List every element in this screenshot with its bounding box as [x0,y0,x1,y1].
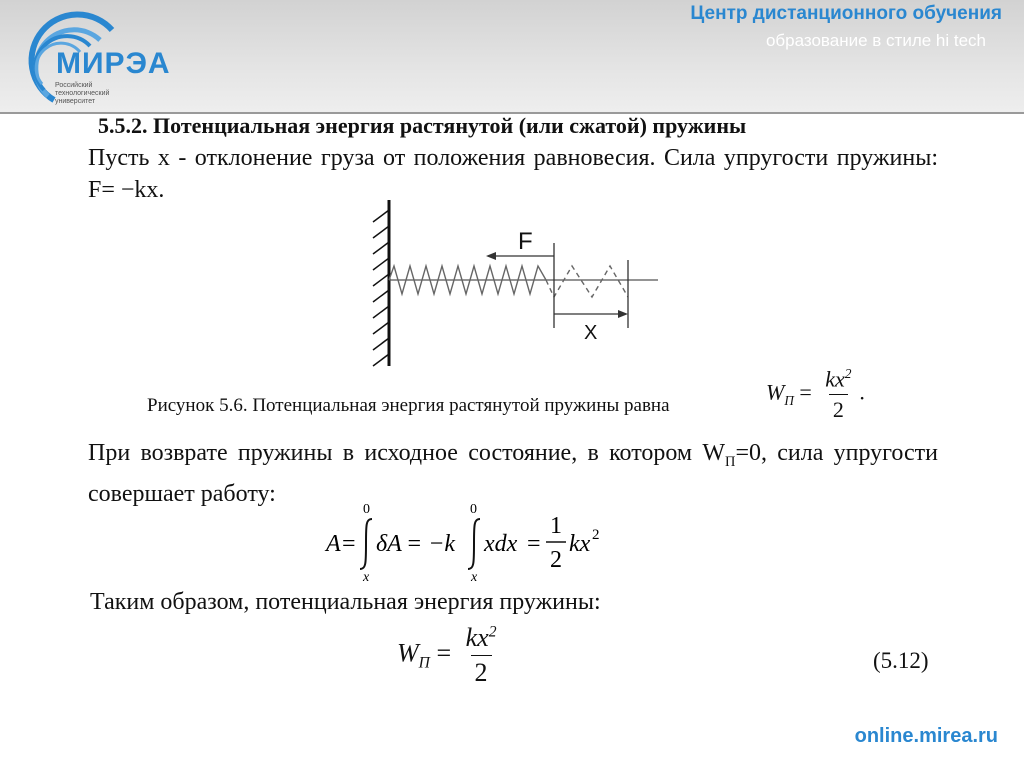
svg-text:x: x [363,570,370,583]
svg-text:2: 2 [592,527,600,543]
section-title: 5.5.2. Потенциальная энергия растянутой (или сжатой) пружины [98,113,747,138]
svg-text:= −k: = −k [406,531,456,557]
svg-text:=: = [342,531,356,557]
center-title: Центр дистанционного обучения [690,3,1002,24]
center-subtitle: образование в стиле hi tech [765,31,986,50]
paragraph-definition: Пусть x - отклонение груза от положения равновесия. Сила упругости пружины: F= −kx. [88,145,938,203]
footer-url: online.mirea.ru [854,725,998,747]
energy-formula: $W_П$ = $\frac{kx^2}{2}$ [397,623,497,687]
work-formula [320,503,620,583]
svg-text:1: 1 [550,513,562,539]
svg-text:δA: δA [376,531,402,557]
figure-caption: Рисунок 5.6. Потенциальная энергия растянутой пружины равна [147,395,670,416]
svg-text:=: = [527,531,541,557]
logo-title: МИРЭА [56,47,171,80]
caption-formula: $W_П$ = $\frac{kx^2}{2}$ . [766,366,865,423]
svg-text:0: 0 [363,503,370,517]
logo-subtitle: Российский технологический университет [55,82,110,105]
mirea-logo [0,0,200,112]
svg-text:A: A [326,531,341,557]
force-label: F [518,228,533,255]
spring-figure [358,196,663,368]
force-formula: F= −kx [88,177,159,203]
displacement-label: X [584,322,598,344]
svg-text:xdx: xdx [484,531,518,557]
svg-text:kx: kx [569,531,591,557]
svg-text:2: 2 [550,547,562,573]
svg-text:0: 0 [470,503,477,517]
paragraph-conclusion: Таким образом, потенциальная энергия пружины: [90,589,601,615]
svg-text:x: x [471,570,478,583]
equation-number: (5.12) [873,648,929,673]
paragraph-work: При возврате пружины в исходное состояние, в котором $W_П=0$, сила упругости совершает работу: [88,440,938,507]
